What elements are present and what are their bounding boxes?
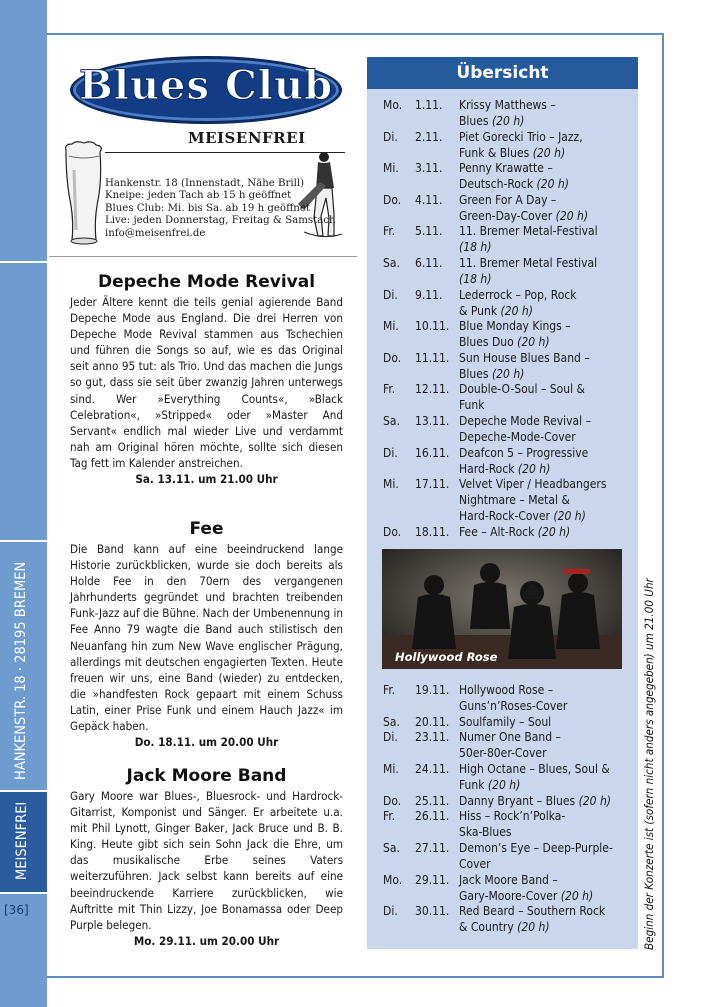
sidebar-venue: MEISENFREI <box>14 801 30 880</box>
event-act <box>459 729 631 761</box>
event-row <box>367 160 638 192</box>
event-row <box>367 524 638 540</box>
photo-caption: Hollywood Rose <box>395 650 498 664</box>
event-day: Mi. <box>383 161 399 176</box>
event-act-line: Velvet Viper / Headbangers <box>459 477 607 492</box>
event-date: 4.11. <box>415 192 443 207</box>
article-date: Do. 18.11. um 20.00 Uhr <box>134 735 279 750</box>
event-act-line: Guns’n’Roses-Cover <box>459 699 568 713</box>
event-row <box>367 729 638 761</box>
event-act-line: 50er-80er-Cover <box>459 746 547 761</box>
event-date: 5.11. <box>415 224 443 239</box>
frame-right <box>662 33 664 978</box>
event-row <box>367 793 638 809</box>
event-act <box>459 413 631 445</box>
event-day: Do. <box>383 793 402 808</box>
event-act <box>459 714 631 730</box>
event-day: Di. <box>383 287 398 302</box>
event-act-line: Cover <box>459 857 491 871</box>
event-act-line: Deutsch-Rock (20 h) <box>459 177 569 192</box>
event-act-line: & Country (20 h) <box>459 920 550 935</box>
event-time: (20 h) <box>578 793 611 808</box>
event-date: 12.11. <box>415 382 450 397</box>
event-act-line: Green-Day-Cover (20 h) <box>459 208 589 223</box>
event-act <box>459 318 631 350</box>
event-day: Do. <box>383 524 402 539</box>
logo-text: Blues Club <box>78 62 334 109</box>
event-day: Do. <box>383 192 402 207</box>
event-time: (20 h) <box>491 366 525 381</box>
event-time: (20 h) <box>532 145 566 160</box>
event-date: 6.11. <box>415 256 443 270</box>
event-row <box>367 714 638 730</box>
event-time: (20 h) <box>553 509 586 524</box>
article-body: Die Band kann auf eine beeindruckend lange Historie zurückblicken, wurde sie doch bereits als Holde Fee in den 70ern des vergangenen Jahrhunderts gegründet und brachten treibenden Funk-Jazz auf die Bühne. Nach der Umbenennung in Fee Anno 79 wagte die Band auch stilistisch den Neuanfang hin zum New Wave englischer Prägung, allerdings mit deutschen engagierten Texten. Heute freuen wir uns, eine Band (wieder) zu entdecken, die »handfesten Rock gepaart mit einem Schuss Latin, einer Prise Funk und einem Hauch Jazz« im Gepäck haben. <box>70 542 343 734</box>
event-date: 23.11. <box>415 730 450 745</box>
article-title: Fee <box>189 519 224 539</box>
strip-divider <box>0 892 47 894</box>
event-act <box>459 192 631 224</box>
event-act-line: Funk <box>459 398 485 413</box>
event-day: Fr. <box>383 224 396 239</box>
beer-glass-icon <box>60 140 106 248</box>
strip-divider <box>0 261 47 263</box>
event-date: 30.11. <box>415 904 450 919</box>
article-fee <box>70 519 343 750</box>
event-date: 17.11. <box>415 477 450 492</box>
event-act <box>459 761 631 793</box>
event-act-line: Jack Moore Band – <box>459 872 558 887</box>
event-date: 3.11. <box>415 161 443 176</box>
event-act <box>459 129 631 161</box>
event-time: (20 h) <box>555 208 589 223</box>
overview-title: Übersicht <box>367 57 638 89</box>
event-act-line: Demon’s Eye – Deep-Purple- <box>459 841 613 855</box>
event-act <box>459 524 631 540</box>
event-time: (20 h) <box>537 524 571 539</box>
club-info <box>105 178 336 240</box>
event-act-line: Funk & Blues (20 h) <box>459 145 566 160</box>
event-day: Mi. <box>383 762 399 776</box>
event-date: 29.11. <box>415 872 450 887</box>
info-line: info@meisenfrei.de <box>105 227 206 239</box>
event-day: Mi. <box>383 319 399 334</box>
sidebar-address: HANKENSTR. 18 · 28195 BREMEN <box>13 561 29 780</box>
event-date: 24.11. <box>415 762 450 776</box>
event-day: Sa. <box>383 714 400 729</box>
event-day: Mo. <box>383 872 403 887</box>
event-act-line: Depeche Mode Revival – <box>459 414 591 428</box>
start-time-note: Beginn der Konzerte ist (sofern nicht anders angegeben) um 21.00 Uhr <box>642 578 656 950</box>
event-act-line: Deafcon 5 – Progressive <box>459 445 589 460</box>
event-act-line: Soulfamily – Soul <box>459 714 552 729</box>
event-act-line: Depeche-Mode-Cover <box>459 430 576 444</box>
event-day: Do. <box>383 350 402 365</box>
article-title: Depeche Mode Revival <box>97 272 316 292</box>
event-act-line: Blues (20 h) <box>459 366 525 381</box>
event-row <box>367 255 638 287</box>
strip-divider <box>0 540 47 542</box>
event-act <box>459 255 631 287</box>
event-act-line: High Octane – Blues, Soul & <box>459 762 610 776</box>
event-act-line: Nightmare – Metal & <box>459 493 570 508</box>
article-jack-moore-band <box>70 766 343 949</box>
event-act <box>459 97 631 129</box>
club-name: MEISENFREI <box>188 129 306 147</box>
event-date: 10.11. <box>415 319 450 334</box>
event-row <box>367 476 638 523</box>
event-row <box>367 381 638 413</box>
event-act <box>459 381 631 413</box>
article-body: Gary Moore war Blues-, Bluesrock- und Hardrock-Gitarrist, Komponist und Sänger. Er arbeitete u.a. mit Phil Lynott, Ginger Baker, Jack Bruce und B. B. King. Heute gibt sich sein Sohn Jack die Ehre, um das musikalische Erbe seines Vaters weiterzuführen. Jack selbst kann bereits auf eine beeindruckende Karriere zurückblicken, wie Auftritte mit Thin Lizzy, Joe Bonamassa oder Deep Purple belegen. <box>70 789 343 932</box>
event-row <box>367 840 638 872</box>
event-act-line: Piet Gorecki Trio – Jazz, <box>459 129 583 144</box>
event-act <box>459 445 631 477</box>
event-date: 26.11. <box>415 809 450 824</box>
event-row <box>367 413 638 445</box>
band-photo <box>382 549 622 669</box>
event-time: (20 h) <box>517 335 550 350</box>
event-act <box>459 160 631 192</box>
event-row <box>367 223 638 255</box>
info-line: Blues Club: Mi. bis Sa. ab 19 h geöffnet <box>105 202 310 214</box>
event-act-line: Green For A Day – <box>459 192 557 207</box>
event-act <box>459 808 631 840</box>
event-row <box>367 287 638 319</box>
event-day: Mi. <box>383 477 399 492</box>
event-time: (18 h) <box>459 272 492 286</box>
event-day: Di. <box>383 730 398 745</box>
event-day: Mo. <box>383 98 403 112</box>
event-act-line: Double-O-Soul – Soul & <box>459 382 585 397</box>
overview-box <box>367 57 638 949</box>
event-act <box>459 287 631 319</box>
club-advert <box>60 52 345 252</box>
event-time: (20 h) <box>517 920 550 935</box>
event-act <box>459 223 631 255</box>
info-line: Kneipe: jeden Tach ab 15 h geöffnet <box>105 190 292 202</box>
event-act-line: Gary-Moore-Cover (20 h) <box>459 888 594 903</box>
event-day: Di. <box>383 904 398 919</box>
page-number: [36] <box>4 903 29 917</box>
event-act-line: Sun House Blues Band – <box>459 350 590 365</box>
event-day: Sa. <box>383 841 400 855</box>
info-line: Live: jeden Donnerstag, Freitag & Samstach <box>105 215 336 227</box>
event-act-line: Blues (20 h) <box>459 114 525 128</box>
event-time: (20 h) <box>517 461 551 476</box>
event-row <box>367 808 638 840</box>
event-day: Fr. <box>383 809 396 824</box>
event-row <box>367 97 638 129</box>
event-act <box>459 476 631 524</box>
event-row <box>367 350 638 382</box>
event-date: 18.11. <box>415 524 450 539</box>
event-row <box>367 682 638 714</box>
section-divider <box>49 256 357 257</box>
event-date: 11.11. <box>415 350 450 365</box>
event-row <box>367 872 638 904</box>
event-act-line <box>459 239 631 255</box>
event-act <box>459 903 631 935</box>
event-row <box>367 903 638 935</box>
event-day: Di. <box>383 129 398 144</box>
event-date: 27.11. <box>415 841 450 855</box>
event-act <box>459 350 631 382</box>
event-act-line: Krissy Matthews – <box>459 98 556 112</box>
event-row <box>367 445 638 477</box>
event-act-line: Red Beard – Southern Rock <box>459 904 606 919</box>
event-time: (18 h) <box>459 240 492 255</box>
event-act-line: Numer One Band – <box>459 730 561 745</box>
event-day: Fr. <box>383 382 396 397</box>
event-act-line: 11. Bremer Metal Festival <box>459 256 598 270</box>
event-date: 16.11. <box>415 445 450 460</box>
event-act-line: Hollywood Rose – <box>459 683 554 697</box>
event-time: (20 h) <box>536 177 569 192</box>
event-day: Sa. <box>383 414 400 428</box>
event-act-line: Blues Duo (20 h) <box>459 335 550 350</box>
event-act-line: Lederrock – Pop, Rock <box>459 287 577 302</box>
article-body: Jeder Ältere kennt die teils genial agierende Band Depeche Mode aus England. Die drei Herren von Depeche Mode Revival stammen aus Tschechien und führen die Songs so auf, wie es das Original seit anno 95 tut: als Trio. Und das machen die Jungs so gut, dass sie seit über zwanzig Jahren unterwegs sind. Wer »Everything Counts«, »Black Celebration«, »Stripped« oder »Master And Servant« endlich mal wieder Live und verdammt nah am Original hören möchte, sollte sich diesen Tag fett im Kalender anstreichen. <box>70 295 343 470</box>
event-row <box>367 129 638 161</box>
frame-bottom <box>47 976 664 978</box>
event-row <box>367 761 638 793</box>
event-act-line: & Punk (20 h) <box>459 303 533 318</box>
event-day: Di. <box>383 445 398 460</box>
event-date: 1.11. <box>415 98 443 112</box>
event-act <box>459 840 631 872</box>
event-date: 9.11. <box>415 287 443 302</box>
event-time: (20 h) <box>491 114 525 128</box>
event-row <box>367 192 638 224</box>
event-act-line: Danny Bryant – Blues (20 h) <box>459 793 611 808</box>
event-act-line: Penny Krawatte – <box>459 161 553 176</box>
event-time: (20 h) <box>560 888 594 903</box>
event-date: 19.11. <box>415 683 450 697</box>
event-act-line: Fee – Alt-Rock (20 h) <box>459 524 571 539</box>
info-line: Hankenstr. 18 (Innenstadt, Nähe Brill) <box>105 178 305 189</box>
event-date: 20.11. <box>415 714 450 729</box>
event-act-line: 11. Bremer Metal-Festival <box>459 224 598 239</box>
article-title: Jack Moore Band <box>126 766 287 786</box>
article-date: Sa. 13.11. um 21.00 Uhr <box>135 472 278 487</box>
event-row <box>367 318 638 350</box>
event-date: 25.11. <box>415 793 450 808</box>
event-act-line: Ska-Blues <box>459 825 512 840</box>
event-date: 13.11. <box>415 414 450 428</box>
event-time: (20 h) <box>500 303 533 318</box>
article-depeche-mode-revival <box>70 272 343 487</box>
event-act-line <box>459 271 631 287</box>
event-act <box>459 872 631 904</box>
event-day: Fr. <box>383 683 396 697</box>
event-day: Sa. <box>383 256 400 270</box>
event-date: 2.11. <box>415 129 443 144</box>
event-time: (20 h) <box>487 778 521 792</box>
event-act-line: Hiss – Rock’n’Polka- <box>459 809 566 824</box>
event-act-line: Blue Monday Kings – <box>459 319 571 334</box>
event-act <box>459 682 631 714</box>
event-act-line: Hard-Rock (20 h) <box>459 461 551 476</box>
event-act-line: Hard-Rock-Cover (20 h) <box>459 509 586 524</box>
frame-top <box>47 33 664 35</box>
event-act-line: Funk (20 h) <box>459 778 521 792</box>
article-date: Mo. 29.11. um 20.00 Uhr <box>133 933 280 948</box>
event-act <box>459 793 631 809</box>
